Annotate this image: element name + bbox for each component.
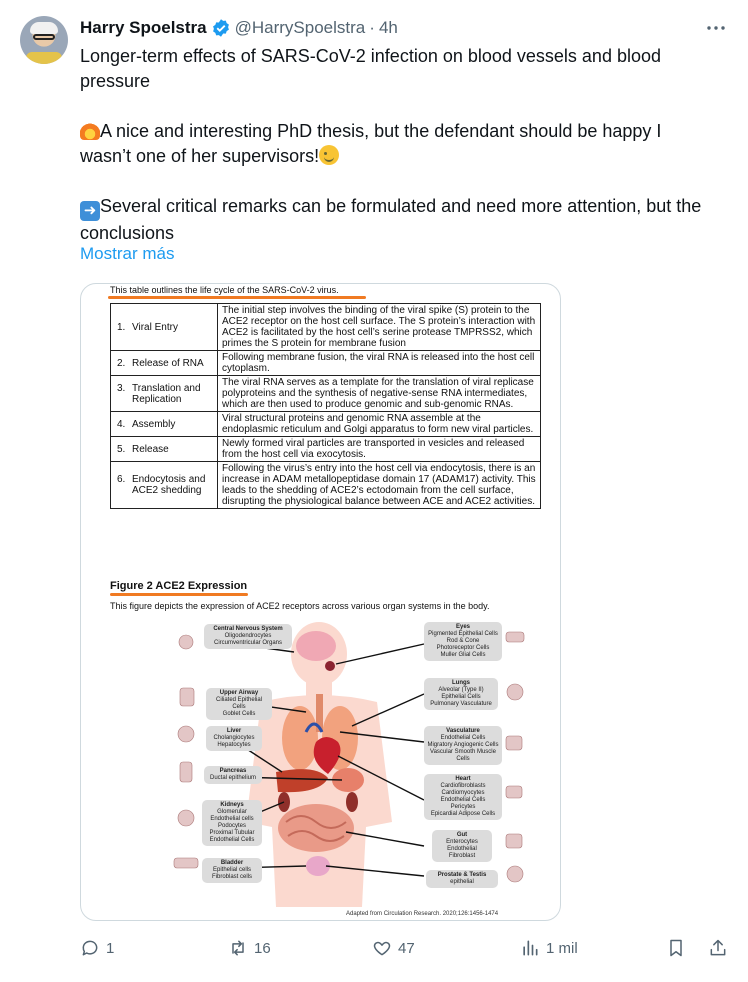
organ-box-liver xyxy=(206,726,262,751)
show-more-link[interactable]: Mostrar más xyxy=(80,244,175,263)
avatar[interactable] xyxy=(20,16,68,64)
tweet-line-thesis xyxy=(80,119,710,169)
tweet-header xyxy=(80,16,398,40)
step-name: Endocytosis and ACE2 shedding xyxy=(132,474,206,496)
life-cycle-table xyxy=(110,303,541,509)
tweet-line-thesis-text: A nice and interesting PhD thesis, but the defendant should be happy I wasn’t one of her supervisors! xyxy=(80,121,662,166)
organ-box-lungs xyxy=(424,678,498,710)
organ-box-airway xyxy=(206,688,272,720)
tweet-line-title: Longer-term effects of SARS-CoV-2 infection on blood vessels and blood pressure xyxy=(80,46,662,91)
bookmark-icon xyxy=(666,938,686,958)
more-options-icon[interactable] xyxy=(706,20,726,36)
step-number: 1. xyxy=(117,321,126,333)
organ-pancreas-cells: Ductal epithelium xyxy=(209,775,257,781)
step-name: Release xyxy=(132,443,169,455)
tweet-time[interactable]: 4h xyxy=(378,18,398,37)
views-count: 1 mil xyxy=(546,939,578,957)
organ-liver-cells: Cholangiocytes Hepatocytes xyxy=(213,735,255,748)
table-cell-step xyxy=(111,304,218,351)
step-description: Viral structural proteins and genomic RNA assemble at the endoplasmic reticulum and Golgi apparatus to form new viral particles. xyxy=(218,412,541,437)
organ-kidneys-title: Kidneys xyxy=(220,802,244,808)
step-number: 2. xyxy=(117,357,126,369)
tweet-line-remarks xyxy=(80,194,710,246)
table-row xyxy=(111,376,541,412)
organ-kidneys-cells: Glomerular Endothelial cells Podocytes Proximal Tubular Endothelial Cells xyxy=(209,809,255,843)
organ-box-vasculature xyxy=(424,726,502,765)
organ-box-eyes xyxy=(424,622,502,661)
table-row xyxy=(111,412,541,437)
separator-dot: · xyxy=(369,18,375,37)
organ-eyes-cells: Pigmented Epithelial Cells Rod & Cone Photoreceptor Cells Muller Glial Cells xyxy=(428,631,498,658)
repost-count: 16 xyxy=(254,939,271,957)
verified-badge-icon xyxy=(211,18,231,38)
step-name: Translation and Replication xyxy=(132,382,201,405)
figure-citation: Adapted from Circulation Research. 2020;126:1456-1474 xyxy=(346,911,499,917)
avatar-scarf xyxy=(26,52,62,64)
organ-bladder-cells: Epithelial cells Fibroblast cells xyxy=(211,867,252,880)
table-cell-step xyxy=(111,462,218,509)
media-image[interactable] xyxy=(80,283,561,921)
organ-pancreas-title: Pancreas xyxy=(219,768,247,774)
organ-liver-title: Liver xyxy=(226,728,242,734)
organ-prostate-title: Prostate & Testis xyxy=(437,872,487,878)
reply-count: 1 xyxy=(106,939,115,957)
step-description: Following membrane fusion, the viral RNA is released into the host cell cytoplasm. xyxy=(218,351,541,376)
organ-gut-title: Gut xyxy=(456,832,468,838)
action-bar xyxy=(80,938,730,964)
views-button[interactable] xyxy=(520,938,578,958)
organ-box-prostate xyxy=(426,870,498,888)
step-number: 4. xyxy=(117,418,126,430)
organ-box-cns xyxy=(204,624,292,649)
organ-bladder-title: Bladder xyxy=(220,860,244,866)
step-number: 6. xyxy=(117,474,126,485)
share-button[interactable] xyxy=(708,938,734,958)
organ-lungs-title: Lungs xyxy=(452,680,470,686)
organ-airway-title: Upper Airway xyxy=(219,690,259,696)
author-handle[interactable]: @HarrySpoelstra xyxy=(234,18,366,37)
reply-icon xyxy=(80,938,100,958)
organ-eyes-title: Eyes xyxy=(455,624,470,630)
ace2-body-diagram xyxy=(166,622,526,907)
table-row xyxy=(111,304,541,351)
organ-vasculature-title: Vasculature xyxy=(446,728,480,734)
avatar-hair xyxy=(30,22,58,34)
table-row xyxy=(111,462,541,509)
organ-box-heart xyxy=(424,774,502,820)
table-cell-step xyxy=(111,376,218,412)
caption-highlight xyxy=(108,296,366,299)
organ-cns-cells: Oligodendrocytes Circumventricular Organs xyxy=(213,633,283,646)
organ-gut-cells: Enterocytes Endothelial Fibroblast xyxy=(446,839,478,859)
organ-heart-cells: Cardiofibroblasts Cardiomyocytes Endothelial Cells Pericytes Epicardial Adipose Cells xyxy=(430,783,496,817)
reply-button[interactable] xyxy=(80,938,114,958)
like-button[interactable] xyxy=(372,938,415,958)
table-cell-step xyxy=(111,412,218,437)
right-arrow-emoji-icon: ➜ xyxy=(80,201,100,221)
step-name: Viral Entry xyxy=(132,321,178,333)
table-cell-step xyxy=(111,351,218,376)
figure-title: Figure 2 ACE2 Expression xyxy=(110,580,248,592)
views-chart-icon xyxy=(520,938,540,958)
repost-button[interactable] xyxy=(228,938,271,958)
fire-emoji-icon xyxy=(80,120,100,140)
figure-description: This figure depicts the expression of ACE2 receptors across various organ systems in the body. xyxy=(110,601,490,611)
organ-box-bladder xyxy=(202,858,262,883)
step-description: Following the virus’s entry into the host cell via endocytosis, there is an increase in ADAM metallopeptidase domain 17 (ADAM17) activity. This leads to the shedding of ACE2’s ectodomain from the cell surface, disrupting the physiological balance between ACE and ACE2 activities. xyxy=(218,462,541,509)
organ-cns-title: Central Nervous System xyxy=(213,626,283,632)
organ-prostate-cells: epithelial xyxy=(450,879,474,885)
organ-box-pancreas xyxy=(204,766,262,784)
author-name[interactable]: Harry Spoelstra xyxy=(80,18,207,37)
table-row xyxy=(111,351,541,376)
step-name: Assembly xyxy=(132,418,176,430)
table-caption: This table outlines the life cycle of the SARS-CoV-2 virus. xyxy=(110,285,339,295)
wink-emoji-icon xyxy=(319,145,339,165)
step-description: The viral RNA serves as a template for the translation of viral replicase polyproteins and the synthesis of negative-sense RNA intermediates, which are then used to produce genomic and sub-genomic RNAs. xyxy=(218,376,541,412)
organ-vasculature-cells: Endothelial Cells Migratory Angiogenic Cells Vascular Smooth Muscle Cells xyxy=(427,735,499,762)
organ-lungs-cells: Alveolar (Type II) Epithelial Cells Pulmonary Vasculature xyxy=(430,687,492,707)
avatar-glasses xyxy=(33,34,55,40)
organ-airway-cells: Ciliated Epithelial Cells Goblet Cells xyxy=(215,697,263,717)
bookmark-button[interactable] xyxy=(666,938,692,958)
organ-box-gut xyxy=(432,830,492,862)
tweet-line-remarks-text: Several critical remarks can be formulated and need more attention, but the conclusions xyxy=(80,196,702,243)
step-name: Release of RNA xyxy=(132,357,204,369)
table-cell-step xyxy=(111,437,218,462)
like-count: 47 xyxy=(398,939,415,957)
heart-icon xyxy=(372,938,392,958)
step-number: 5. xyxy=(117,443,126,455)
step-description: The initial step involves the binding of the viral spike (S) protein to the ACE2 receptor on the host cell surface. The S protein’s interaction with ACE2 is facilitated by the host cell’s serine protease TMPRSS2, which primes the S protein for membrane fusion xyxy=(218,304,541,351)
table-row xyxy=(111,437,541,462)
organ-heart-title: Heart xyxy=(455,776,471,782)
organ-box-kidneys xyxy=(202,800,262,846)
figure-title-highlight xyxy=(110,593,248,596)
share-icon xyxy=(708,938,728,958)
step-number: 3. xyxy=(117,382,126,394)
repost-icon xyxy=(228,938,248,958)
tweet-text xyxy=(80,44,710,246)
step-description: Newly formed viral particles are transported in vesicles and released from the host cell via exocytosis. xyxy=(218,437,541,462)
